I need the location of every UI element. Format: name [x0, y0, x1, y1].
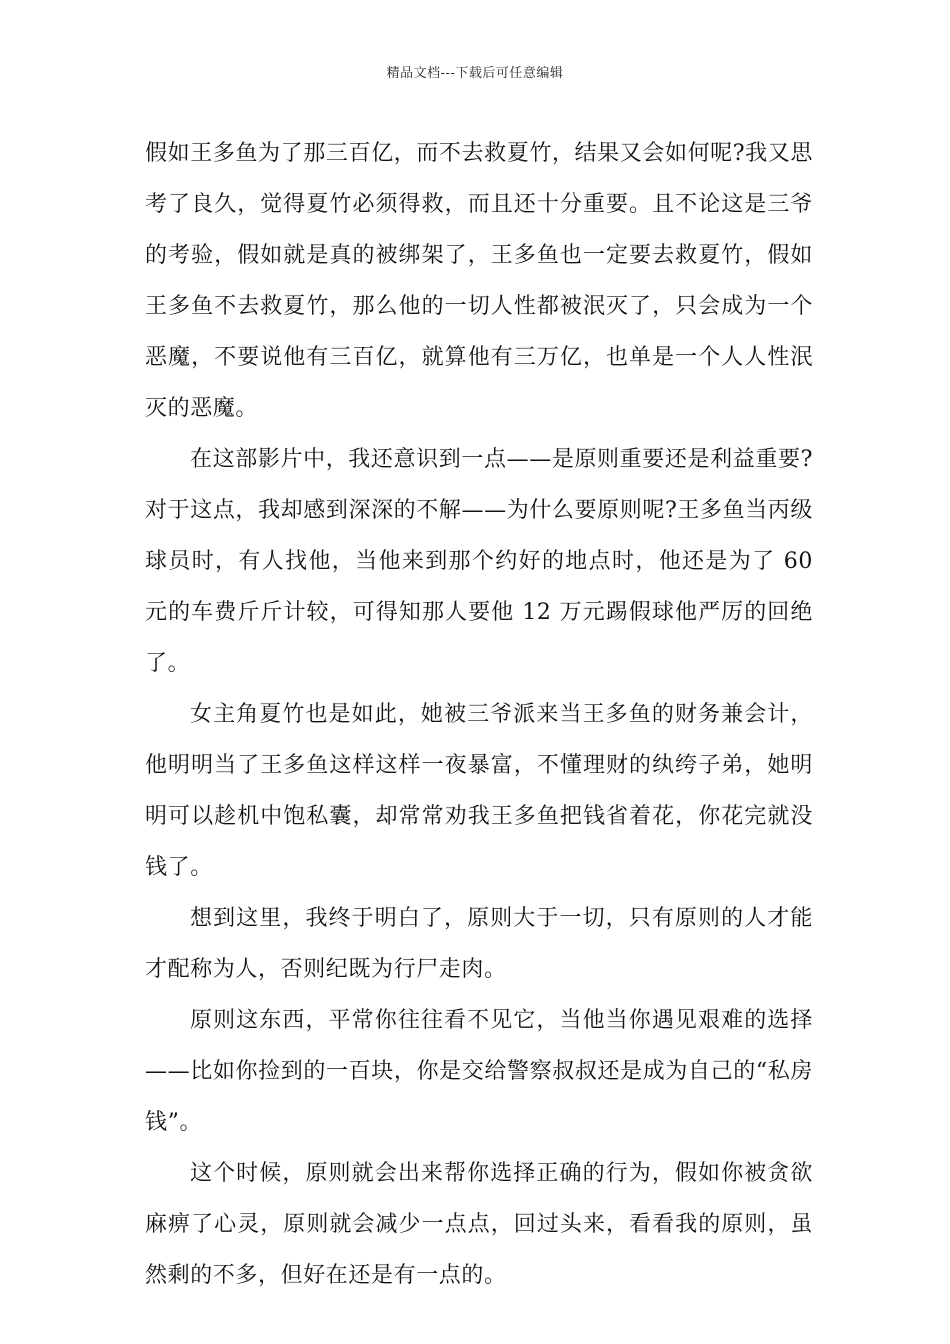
- paragraph-3: 女主角夏竹也是如此，她被三爷派来当王多鱼的财务兼会计，他明明当了王多鱼这样这样一夜暴富，不懂理财的纨绔子弟，她明明可以趁机中饱私囊，却常常劝我王多鱼把钱省着花，你花完就没钱了。: [145, 702, 813, 880]
- paragraph-6: 这个时候，原则就会出来帮你选择正确的行为，假如你被贪欲麻痹了心灵，原则就会减少一点点，回过头来，看看我的原则，虽然剩的不多，但好在还是有一点的。: [145, 1161, 813, 1288]
- page-header: 精品文档---下载后可任意编辑: [386, 66, 564, 81]
- paragraph-2: 在这部影片中，我还意识到一点——是原则重要还是利益重要?对于这点，我却感到深深的不解——为什么要原则呢?王多鱼当丙级球员时，有人找他，当他来到那个约好的地点时，他还是为了 60 元的车费斤斤计较，可得知那人要他 12 万元踢假球他严厉的回绝了。: [145, 447, 813, 676]
- paragraph-1: 假如王多鱼为了那三百亿，而不去救夏竹，结果又会如何呢?我又思考了良久，觉得夏竹必须得救，而且还十分重要。且不论这是三爷的考验，假如就是真的被绑架了，王多鱼也一定要去救夏竹，假如王多鱼不去救夏竹，那么他的一切人性都被泯灭了，只会成为一个恶魔，不要说他有三百亿，就算他有三万亿，也单是一个人人性泯灭的恶魔。: [145, 141, 813, 421]
- document-body: [145, 128, 813, 1301]
- paragraph-5: 原则这东西，平常你往往看不见它，当他当你遇见艰难的选择——比如你捡到的一百块，你是交给警察叔叔还是成为自己的“私房钱”。: [145, 1008, 813, 1135]
- paragraph-4: 想到这里，我终于明白了，原则大于一切，只有原则的人才能才配称为人，否则纪既为行尸走肉。: [145, 906, 813, 982]
